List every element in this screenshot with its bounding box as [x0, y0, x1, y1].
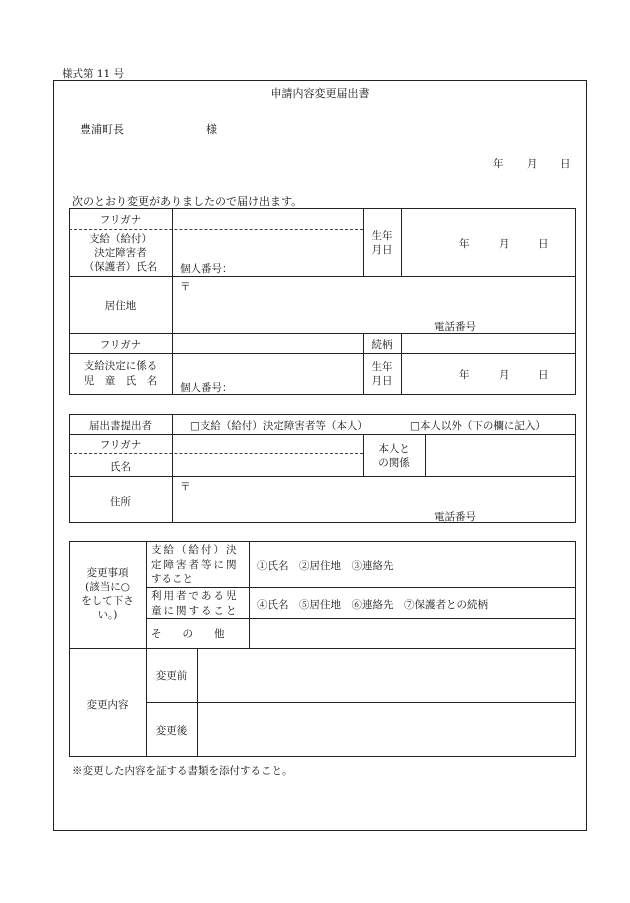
child-birth-month: 月	[499, 369, 510, 381]
child-my-number-label: 個人番号：	[180, 382, 233, 394]
birth-day: 日	[538, 238, 549, 250]
address-label: 居住地	[104, 300, 137, 312]
category-child-label: 利用者である児 童に関すること	[151, 590, 239, 617]
relationship-label: 本人と の関係	[378, 443, 410, 469]
intro-text: 次のとおり変更がありましたので届け出ます。	[72, 195, 303, 208]
postal-mark: 〒	[180, 281, 191, 293]
relation-label: 続柄	[371, 339, 393, 351]
child-birth-year: 年	[459, 369, 470, 381]
footnote: ※変更した内容を証する書類を添付すること。	[72, 765, 293, 777]
date-day: 日	[560, 158, 571, 170]
submitter-label: 届出書提出者	[89, 420, 152, 432]
submitter-postal-mark: 〒	[180, 481, 191, 493]
category-recipient-options[interactable]: ①氏名 ②居住地 ③連絡先	[257, 560, 394, 572]
category-other-label: そ の 他	[151, 628, 225, 640]
child-birth-day: 日	[538, 369, 549, 381]
furigana-label: フリガナ	[99, 214, 142, 226]
date-month: 月	[527, 158, 538, 170]
form-title: 申請内容変更届出書	[270, 87, 370, 100]
submitter-furigana-label: フリガナ	[99, 439, 142, 451]
my-number-label: 個人番号：	[180, 263, 233, 275]
birth-month: 月	[499, 238, 510, 250]
submitter-phone-label: 電話番号	[434, 511, 476, 523]
recipient-label: 支給（給付） 決定障害者 （保護者）氏名	[83, 233, 158, 273]
option-self-checkbox[interactable]: □支給（給付）決定障害者等（本人）	[190, 420, 368, 432]
birth-date-label: 生年 月日	[371, 230, 393, 256]
submitter-address-label: 住所	[110, 496, 131, 508]
form-number: 様式第 11 号	[62, 68, 125, 80]
category-child-options[interactable]: ④氏名 ⑤居住地 ⑥連絡先 ⑦保護者との続柄	[257, 599, 488, 611]
date-year: 年	[493, 158, 504, 170]
phone-label: 電話番号	[434, 321, 476, 333]
child-birth-label: 生年 月日	[371, 361, 393, 387]
birth-year: 年	[459, 238, 470, 250]
change-content-label: 変更内容	[86, 699, 129, 711]
before-label: 変更前	[155, 670, 188, 682]
after-label: 変更後	[155, 725, 188, 737]
submitter-name-label: 氏名	[110, 461, 131, 473]
addressee: 豊浦町長	[80, 123, 124, 136]
category-recipient-label: 支給（給付）決 定障害者等に関 すること	[151, 544, 239, 585]
addressee-honorific: 様	[206, 123, 217, 136]
child-name-label: 支給決定に係る 児 童 氏 名	[83, 360, 158, 387]
child-furigana-label: フリガナ	[99, 339, 142, 351]
option-other-checkbox[interactable]: □本人以外（下の欄に記入）	[410, 420, 546, 432]
change-items-label: 変更事項 (該当に○ をして下さ い。)	[81, 567, 134, 621]
